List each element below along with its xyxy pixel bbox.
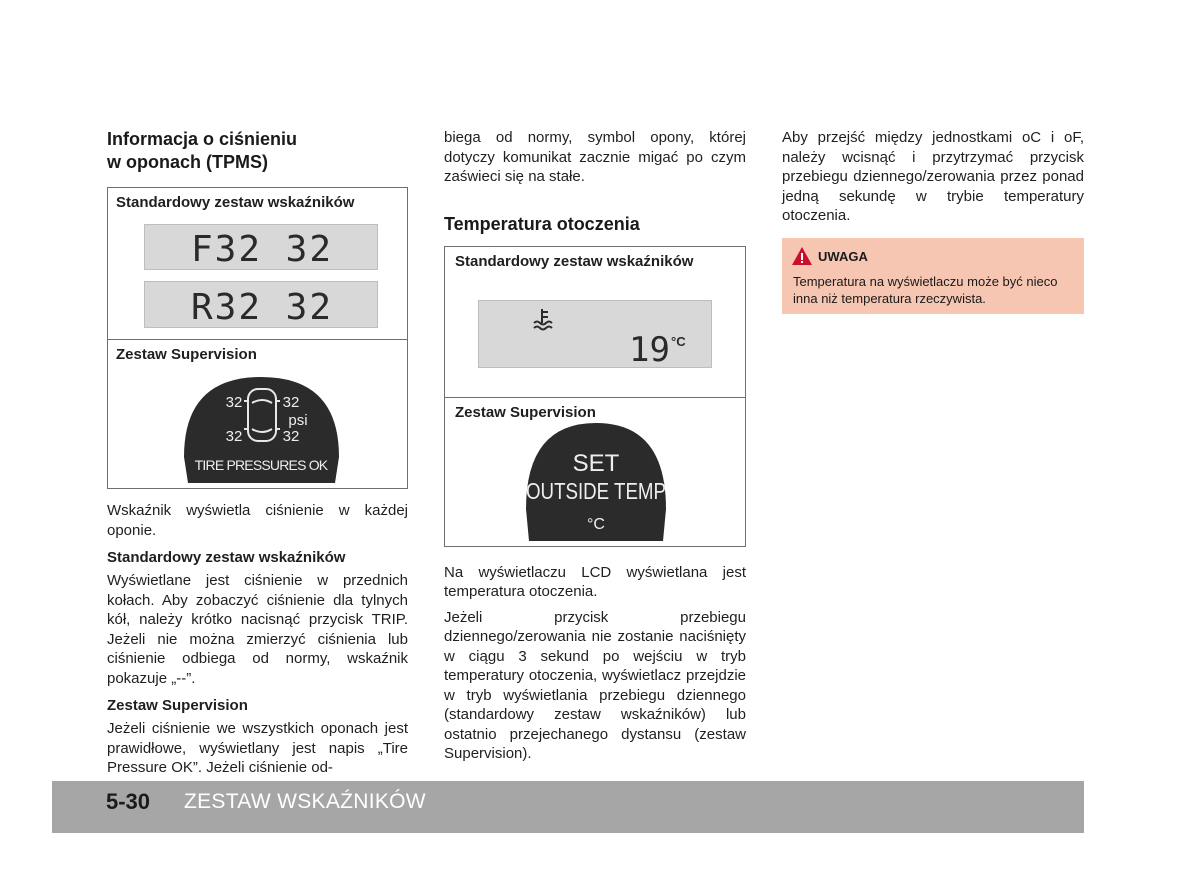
thermometer-wave-icon [534,309,552,330]
lcd-rear-pressure [144,281,378,328]
section-heading-tpms: Informacja o ciśnieniu w oponach (TPMS) [107,129,298,172]
supervision-tpms-display [180,377,343,483]
paragraph: Na wyświetlaczu LCD wyświetlana jest temperatura otoczenia. [444,563,746,600]
page-number: 5-30 [106,789,151,814]
warning-box [782,238,1084,314]
supervision-outside-temp-text: OUTSIDE TEMP [526,477,666,504]
supervision-tpms-svg [180,377,343,483]
subheading-supervision: Zestaw Supervision [107,697,248,714]
lcd-temperature-svg [479,301,713,369]
lcd-rear-digits [145,282,379,329]
column-3 [782,128,1084,226]
tire-rear-left-value: 32 [225,428,243,445]
lcd-temperature [478,300,712,368]
warning-triangle-icon [791,246,813,266]
figure-caption-standard: Standardowy zestaw wskaźników [455,252,694,270]
chapter-title: ZESTAW WSKAŹNIKÓW [184,790,426,813]
tire-rear-right-value: 32 [282,428,300,445]
subheading-standard: Standardowy zestaw wskaźników [107,549,346,566]
page-footer [52,781,1084,833]
lcd-rear-text: R32 32 [190,287,334,328]
section-heading-temperature: Temperatura otoczenia [444,213,640,234]
paragraph: Wyświetlane jest ciśnienie w przednich kołach. Aby zobaczyć ciśnienie dla tylnych kół, należy krótko nacisnąć przycisk TRIP. Jeżeli nie można zmierzyć ciśnienia lub ciśnienie odbiega od normy, wskaźnik pokazuje „--”. [107,572,408,687]
paragraph: Wskaźnik wyświetla ciśnienie w każdej oponie. [107,502,408,539]
lcd-front-text: F32 32 [190,229,334,270]
figure-caption-standard: Standardowy zestaw wskaźników [116,194,355,211]
pressure-unit: psi [288,412,308,429]
temperature-unit: °C [671,333,686,349]
warning-text: Temperatura na wyświetlaczu może być nieco inna niż temperatura rzeczywista. [793,274,1058,306]
tire-status-text: TIRE PRESSURES OK [194,457,328,473]
supervision-set-text: SET [572,449,620,477]
lcd-front-digits [145,225,379,271]
temperature-value: 19 [629,329,670,370]
figure-caption-supervision: Zestaw Supervision [116,346,257,363]
tire-front-right-value: 32 [282,394,300,411]
paragraph: Jeżeli przycisk przebiegu dziennego/zerowania nie zostanie naciśnięty w ciągu 3 sekund po wejściu w tryb temperatury otoczenia, wyświetlacz przejdzie w tryb wyświetlania przebiegu dziennego (standardowy zestaw wskaźników) lub ostatnio przejechanego dystansu (zestaw Supervision). [444,608,746,762]
supervision-temp-svg [523,423,669,541]
tire-front-left-value: 32 [225,394,243,411]
figure-caption-supervision: Zestaw Supervision [455,403,596,421]
column-1 [107,128,408,778]
paragraph: Aby przejść między jednostkami oC i oF, należy wcisnąć i przytrzymać przycisk przebiegu dziennego/zerowania przez ponad jedną sekundę w trybie temperatury otoczenia. [782,129,1084,224]
lcd-front-pressure [144,224,378,270]
tpms-figure [107,187,408,489]
paragraph-continued: biega od normy, symbol opony, której dotyczy komunikat zacznie migać po czym zaświeci się na stałe. [444,129,746,185]
column-2 [444,128,746,764]
supervision-temp-display [523,423,669,541]
supervision-unit: °C [587,515,605,533]
warning-title: UWAGA [818,249,868,264]
paragraph: Jeżeli ciśnienie we wszystkich oponach jest prawidłowe, wyświetlany jest napis „Tire Pressure OK”. Jeżeli ciśnienie od- [107,720,408,776]
temperature-figure [444,246,746,547]
